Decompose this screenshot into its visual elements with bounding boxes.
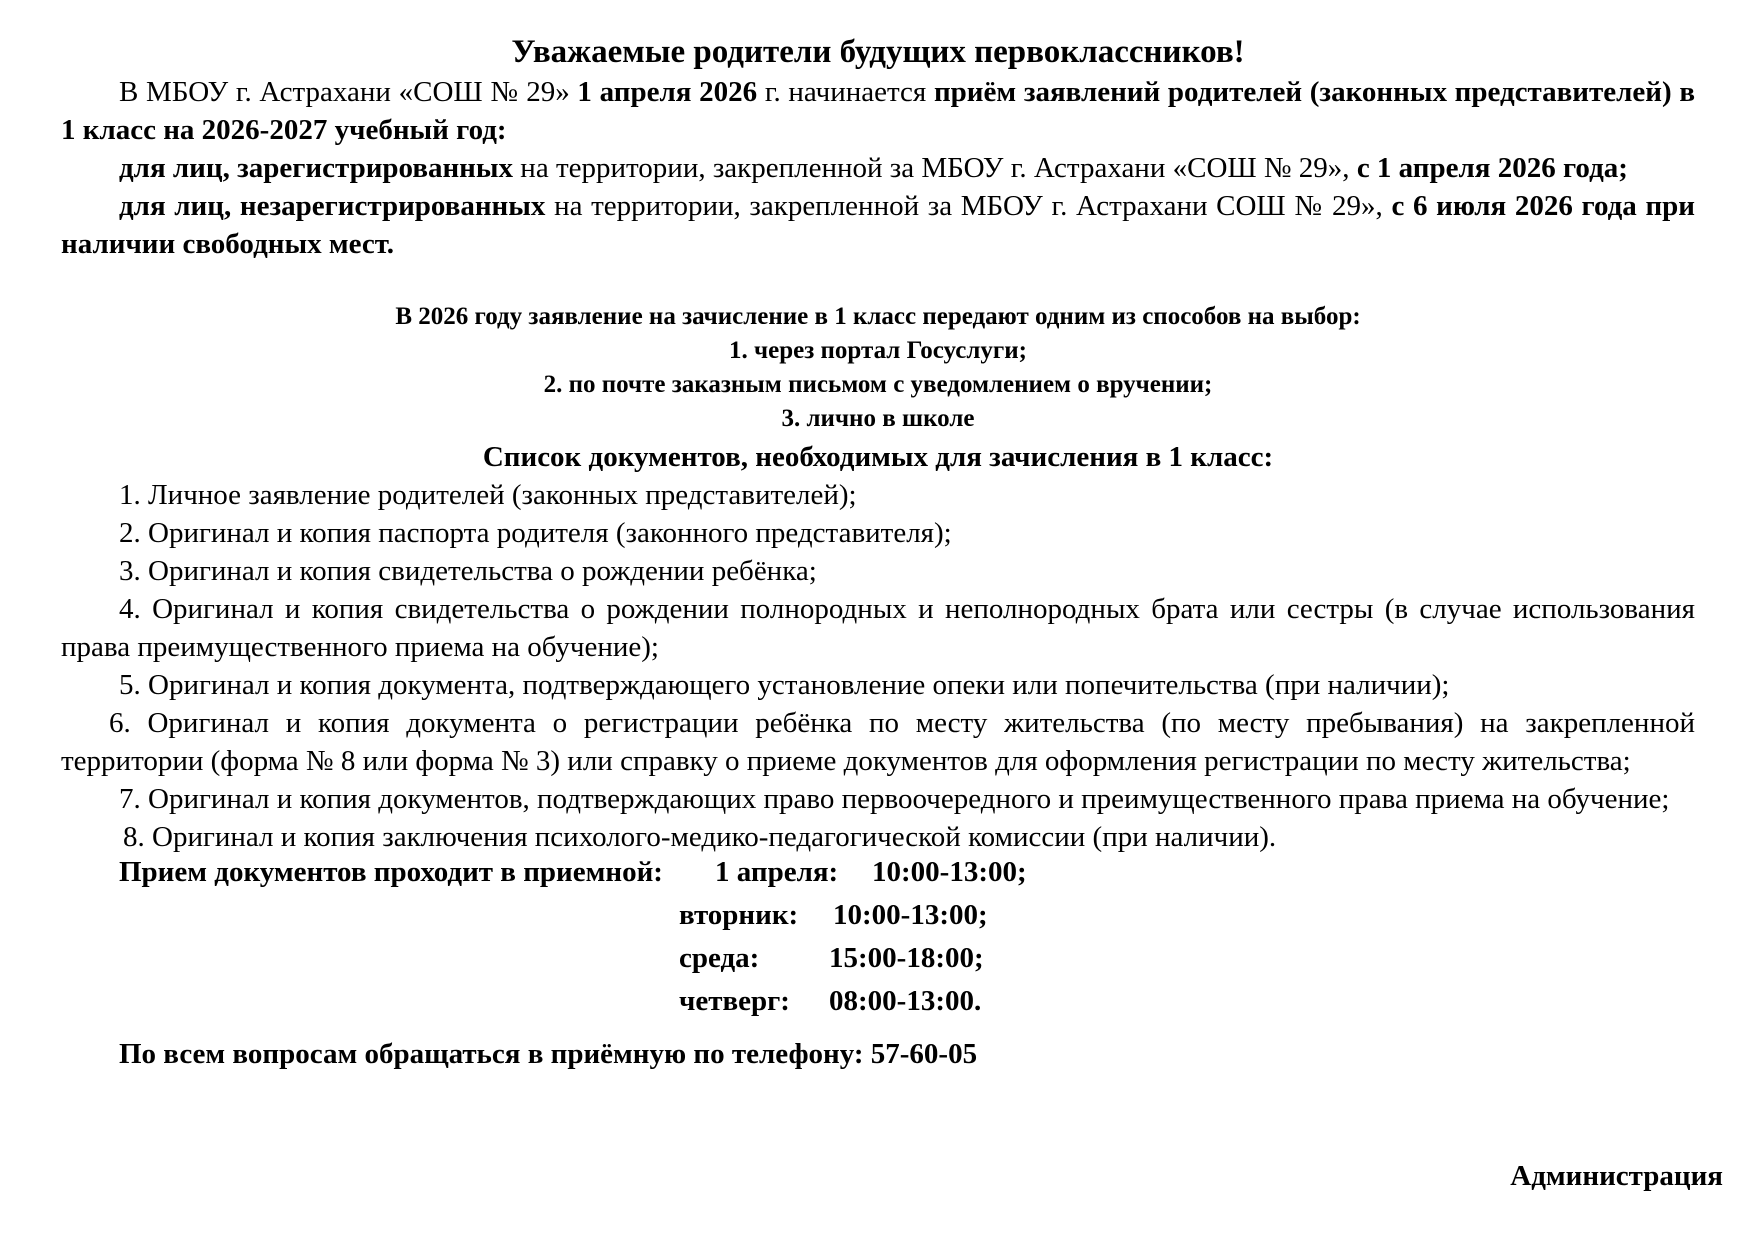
document-item: 3. Оригинал и копия свидетельства о рождении ребёнка; <box>119 555 817 587</box>
schedule-day: 1 апреля: <box>715 856 839 888</box>
method-item: 3. лично в школе <box>781 405 975 432</box>
signature: Администрация <box>1510 1160 1723 1192</box>
schedule-lead: Прием документов проходит в приемной: <box>119 856 663 888</box>
schedule-day: вторник: <box>679 899 799 931</box>
schedule-time: 10:00-13:00; <box>872 856 1027 888</box>
unregistered-date: с 6 июля 2026 года при наличии свободных мест. <box>61 190 1695 260</box>
reception-schedule <box>61 856 1695 1032</box>
method-item: 2. по почте заказным письмом с уведомлением о вручении; <box>543 371 1213 398</box>
document-page <box>61 31 1695 1074</box>
documents-list <box>61 476 1695 856</box>
schedule-day: четверг: <box>679 985 790 1017</box>
document-item: 7. Оригинал и копия документов, подтверждающих право первоочередного и преимущественного права приема на обучение; <box>119 783 1670 815</box>
intro-text: В МБОУ г. Астрахани «СОШ № 29» <box>119 76 578 108</box>
method-item: 1. через портал Госуслуги; <box>729 337 1027 364</box>
intro-paragraph-registered <box>61 149 1695 187</box>
schedule-time: 08:00-13:00. <box>829 985 982 1017</box>
unregistered-text: на территории, закрепленной за МБОУ г. Астрахани СОШ № 29», <box>545 190 1392 222</box>
document-item: 6. Оригинал и копия документа о регистрации ребёнка по месту жительства (по месту пребывания) на закрепленной территории (форма № 8 или форма № 3) или справку о приеме документов для оформления регистрации по месту жительства; <box>61 707 1695 777</box>
document-item: 5. Оригинал и копия документа, подтверждающего установление опеки или попечительства (при наличии); <box>119 669 1450 701</box>
registered-text: на территории, закрепленной за МБОУ г. Астрахани «СОШ № 29», <box>513 152 1357 184</box>
document-item: 2. Оригинал и копия паспорта родителя (законного представителя); <box>119 517 952 549</box>
document-item: 4. Оригинал и копия свидетельства о рождении полнородных и неполнородных брата или сестры (в случае использования права преимущественного приема на обучение); <box>61 593 1695 663</box>
document-item: 8. Оригинал и копия заключения психолого-медико-педагогической комиссии (при наличии). <box>123 821 1277 853</box>
intro-paragraph-unregistered <box>61 187 1695 263</box>
intro-paragraph-1 <box>61 73 1695 149</box>
schedule-time: 15:00-18:00; <box>829 942 984 974</box>
intro-text: г. начинается <box>757 76 934 108</box>
submission-methods <box>61 300 1695 436</box>
registered-label: для лиц, зарегистрированных <box>119 152 514 184</box>
document-item: 1. Личное заявление родителей (законных представителей); <box>119 479 857 511</box>
contact-line: По всем вопросам обращаться в приёмную по телефону: 57-60-05 <box>119 1038 978 1070</box>
registered-date: с 1 апреля 2026 года; <box>1356 152 1628 184</box>
intro-section <box>61 73 1695 263</box>
documents-heading: Список документов, необходимых для зачисления в 1 класс: <box>482 441 1274 473</box>
page-title: Уважаемые родители будущих первоклассников! <box>511 34 1245 70</box>
intro-start-date: 1 апреля 2026 <box>577 76 758 108</box>
schedule-day: среда: <box>679 942 760 974</box>
intro-admission-text: приём заявлений родителей (законных представителей) в 1 класс на 2026-2027 учебный год: <box>61 76 1695 146</box>
schedule-time: 10:00-13:00; <box>833 899 988 931</box>
unregistered-label: для лиц, незарегистрированных <box>119 190 546 222</box>
methods-heading: В 2026 году заявление на зачисление в 1 класс передают одним из способов на выбор: <box>395 303 1361 330</box>
